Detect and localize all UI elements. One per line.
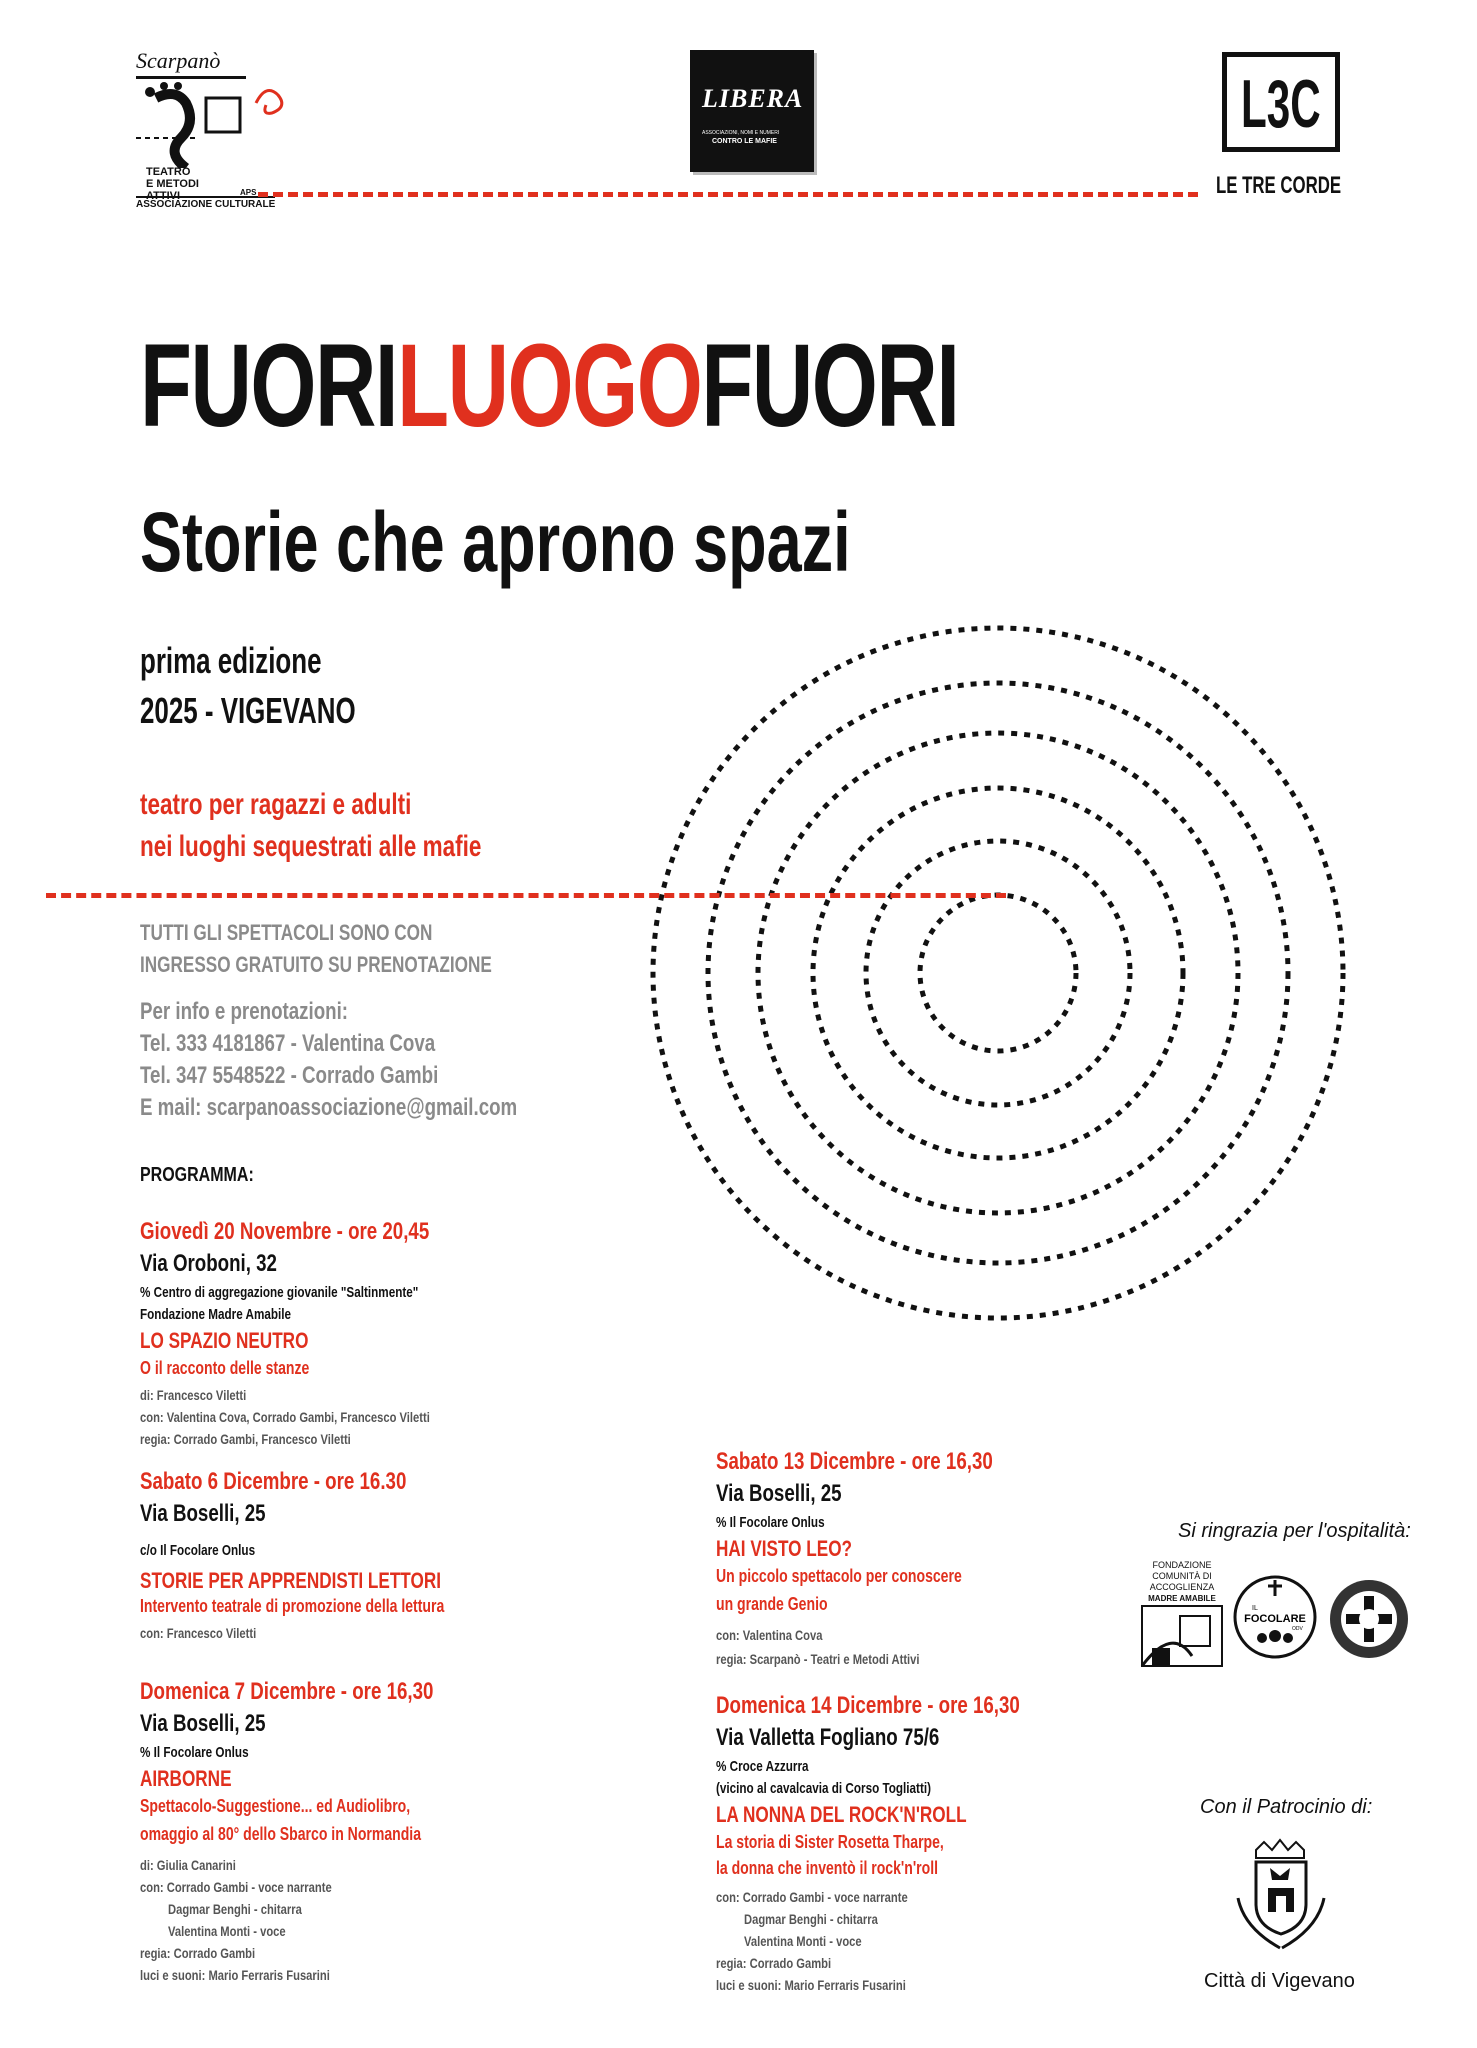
libera-sub1: ASSOCIAZIONI, NOMI E NUMERI — [702, 130, 780, 136]
event-show-title: LO SPAZIO NEUTRO — [140, 1328, 309, 1353]
top-dashed-line — [258, 192, 1198, 197]
event-address: Via Oroboni, 32 — [140, 1250, 277, 1277]
focolare-odv: ODV — [1292, 1626, 1303, 1632]
event-credit: con: Valentina Cova, Corrado Gambi, Francesco Viletti — [140, 1409, 430, 1425]
event-credit: con: Francesco Viletti — [140, 1625, 257, 1641]
scarpano-line1: TEATRO — [146, 166, 191, 178]
vigevano-crest-icon — [1226, 1838, 1336, 1958]
event-description: Intervento teatrale di promozione della lettura — [140, 1596, 445, 1616]
access-line1: TUTTI GLI SPETTACOLI SONO CON — [140, 920, 433, 945]
event-credit: Dagmar Benghi - chitarra — [744, 1911, 878, 1927]
event-date: Domenica 14 Dicembre - ore 16,30 — [716, 1692, 1020, 1719]
patronage-label: Con il Patrocinio di: — [1200, 1796, 1373, 1818]
footprint-icon — [136, 78, 296, 168]
focolare-name: FOCOLARE — [1244, 1613, 1306, 1625]
event-venue: % Centro di aggregazione giovanile "Saltinmente" — [140, 1284, 419, 1301]
event-credit: di: Francesco Viletti — [140, 1387, 247, 1403]
event-credit: luci e suoni: Mario Ferraris Fusarini — [140, 1967, 330, 1983]
event-venue-2: Fondazione Madre Amabile — [140, 1306, 292, 1323]
event-credit: regia: Scarpanò - Teatri e Metodi Attivi — [716, 1651, 920, 1667]
circle-ring-5 — [866, 841, 1130, 1105]
scarpano-logo — [136, 48, 296, 210]
event-description: O il racconto delle stanze — [140, 1358, 310, 1378]
middle-dashed-line — [46, 893, 1006, 898]
event-credit: di: Giulia Canarini — [140, 1857, 236, 1873]
event-venue-2: (vicino al cavalcavia di Corso Togliatti) — [716, 1780, 931, 1797]
event-address: Via Boselli, 25 — [140, 1710, 266, 1737]
event-credit: Dagmar Benghi - chitarra — [168, 1901, 302, 1917]
event-venue: c/o Il Focolare Onlus — [140, 1542, 256, 1559]
event-description: Spettacolo-Suggestione... ed Audiolibro, — [140, 1796, 411, 1816]
fma-line4: MADRE AMABILE — [1148, 1594, 1216, 1603]
event-address: Via Boselli, 25 — [716, 1480, 842, 1507]
house-icon — [1140, 1604, 1224, 1670]
edition-line1: prima edizione — [140, 640, 322, 681]
croce-azzurra-logo — [1328, 1578, 1410, 1660]
scarpano-line2: E METODI — [146, 178, 199, 190]
event-date: Giovedì 20 Novembre - ore 20,45 — [140, 1218, 430, 1245]
event-show-title: AIRBORNE — [140, 1766, 232, 1791]
city-name: Città di Vigevano — [1204, 1970, 1355, 1992]
thanks-label: Si ringrazia per l'ospitalità: — [1178, 1520, 1411, 1542]
event-show-title: STORIE PER APPRENDISTI LETTORI — [140, 1568, 441, 1593]
libera-name: LIBERA — [702, 84, 804, 113]
contact-tel1[interactable]: Tel. 333 4181867 - Valentina Cova — [140, 1030, 436, 1057]
fma-line3: ACCOGLIENZA — [1149, 1582, 1215, 1592]
l3c-logo — [1222, 52, 1340, 152]
scarpano-name: Scarpanò — [136, 48, 246, 79]
circle-ring-2 — [708, 683, 1288, 1263]
madre-amabile-logo — [1140, 1560, 1224, 1678]
l3c-mark: L3C — [1241, 66, 1321, 142]
focolare-il: IL — [1252, 1605, 1258, 1612]
event-address: Via Valletta Fogliano 75/6 — [716, 1724, 940, 1751]
scarpano-aps: APS — [240, 188, 257, 197]
event-credit: regia: Corrado Gambi, Francesco Viletti — [140, 1431, 351, 1447]
event-description: Un piccolo spettacolo per conoscere — [716, 1566, 962, 1586]
contacts-heading: Per info e prenotazioni: — [140, 998, 349, 1025]
fma-line2: COMUNITÀ DI — [1152, 1571, 1212, 1581]
circle-ring-3 — [758, 733, 1238, 1213]
event-show-title: HAI VISTO LEO? — [716, 1536, 853, 1561]
programma-label: PROGRAMMA: — [140, 1164, 254, 1186]
title-part2: LUOGO — [397, 320, 702, 452]
circle-ring-6 — [920, 895, 1076, 1051]
event-credit: con: Corrado Gambi - voce narrante — [140, 1879, 332, 1895]
event-description-2: omaggio al 80° dello Sbarco in Normandia — [140, 1824, 422, 1844]
event-description-2: la donna che inventò il rock'n'roll — [716, 1858, 938, 1878]
event-credit: Valentina Monti - voce — [168, 1923, 286, 1939]
event-address: Via Boselli, 25 — [140, 1500, 266, 1527]
l3c-name: LE TRE CORDE — [1216, 172, 1342, 199]
scarpano-line3: ATTIVI — [146, 190, 181, 202]
focolare-logo — [1232, 1574, 1318, 1660]
event-date: Sabato 13 Dicembre - ore 16,30 — [716, 1448, 993, 1475]
edition-line2: 2025 - VIGEVANO — [140, 690, 356, 731]
event-date: Sabato 6 Dicembre - ore 16.30 — [140, 1468, 407, 1495]
tagline-line2: nei luoghi sequestrati alle mafie — [140, 830, 482, 863]
event-credit: regia: Corrado Gambi — [716, 1955, 832, 1971]
event-venue: % Il Focolare Onlus — [716, 1514, 825, 1531]
contact-tel2[interactable]: Tel. 347 5548522 - Corrado Gambi — [140, 1062, 439, 1089]
subtitle: Storie che aprono spazi — [140, 495, 851, 589]
fma-line1: FONDAZIONE — [1152, 1560, 1212, 1570]
event-date: Domenica 7 Dicembre - ore 16,30 — [140, 1678, 434, 1705]
access-line2: INGRESSO GRATUITO SU PRENOTAZIONE — [140, 952, 492, 977]
main-title — [140, 318, 959, 454]
title-part3: FUORI — [701, 320, 959, 452]
event-venue: % Il Focolare Onlus — [140, 1744, 249, 1761]
event-credit: con: Corrado Gambi - voce narrante — [716, 1889, 908, 1905]
event-show-title: LA NONNA DEL ROCK'N'ROLL — [716, 1802, 967, 1827]
event-description: La storia di Sister Rosetta Tharpe, — [716, 1832, 944, 1852]
scarpano-footer: ASSOCIAZIONE CULTURALE — [136, 196, 275, 210]
contact-email[interactable]: E mail: scarpanoassociazione@gmail.com — [140, 1094, 518, 1121]
event-credit: luci e suoni: Mario Ferraris Fusarini — [716, 1977, 906, 1993]
event-venue: % Croce Azzurra — [716, 1758, 809, 1775]
event-credit: regia: Corrado Gambi — [140, 1945, 256, 1961]
libera-logo — [690, 50, 814, 172]
title-part1: FUORI — [140, 320, 398, 452]
concentric-circles-graphic — [640, 615, 1360, 1335]
tagline-line1: teatro per ragazzi e adulti — [140, 788, 412, 821]
event-credit: Valentina Monti - voce — [744, 1933, 862, 1949]
event-credit: con: Valentina Cova — [716, 1627, 823, 1643]
libera-sub2: CONTRO LE MAFIE — [712, 138, 777, 145]
event-description-2: un grande Genio — [716, 1594, 828, 1614]
